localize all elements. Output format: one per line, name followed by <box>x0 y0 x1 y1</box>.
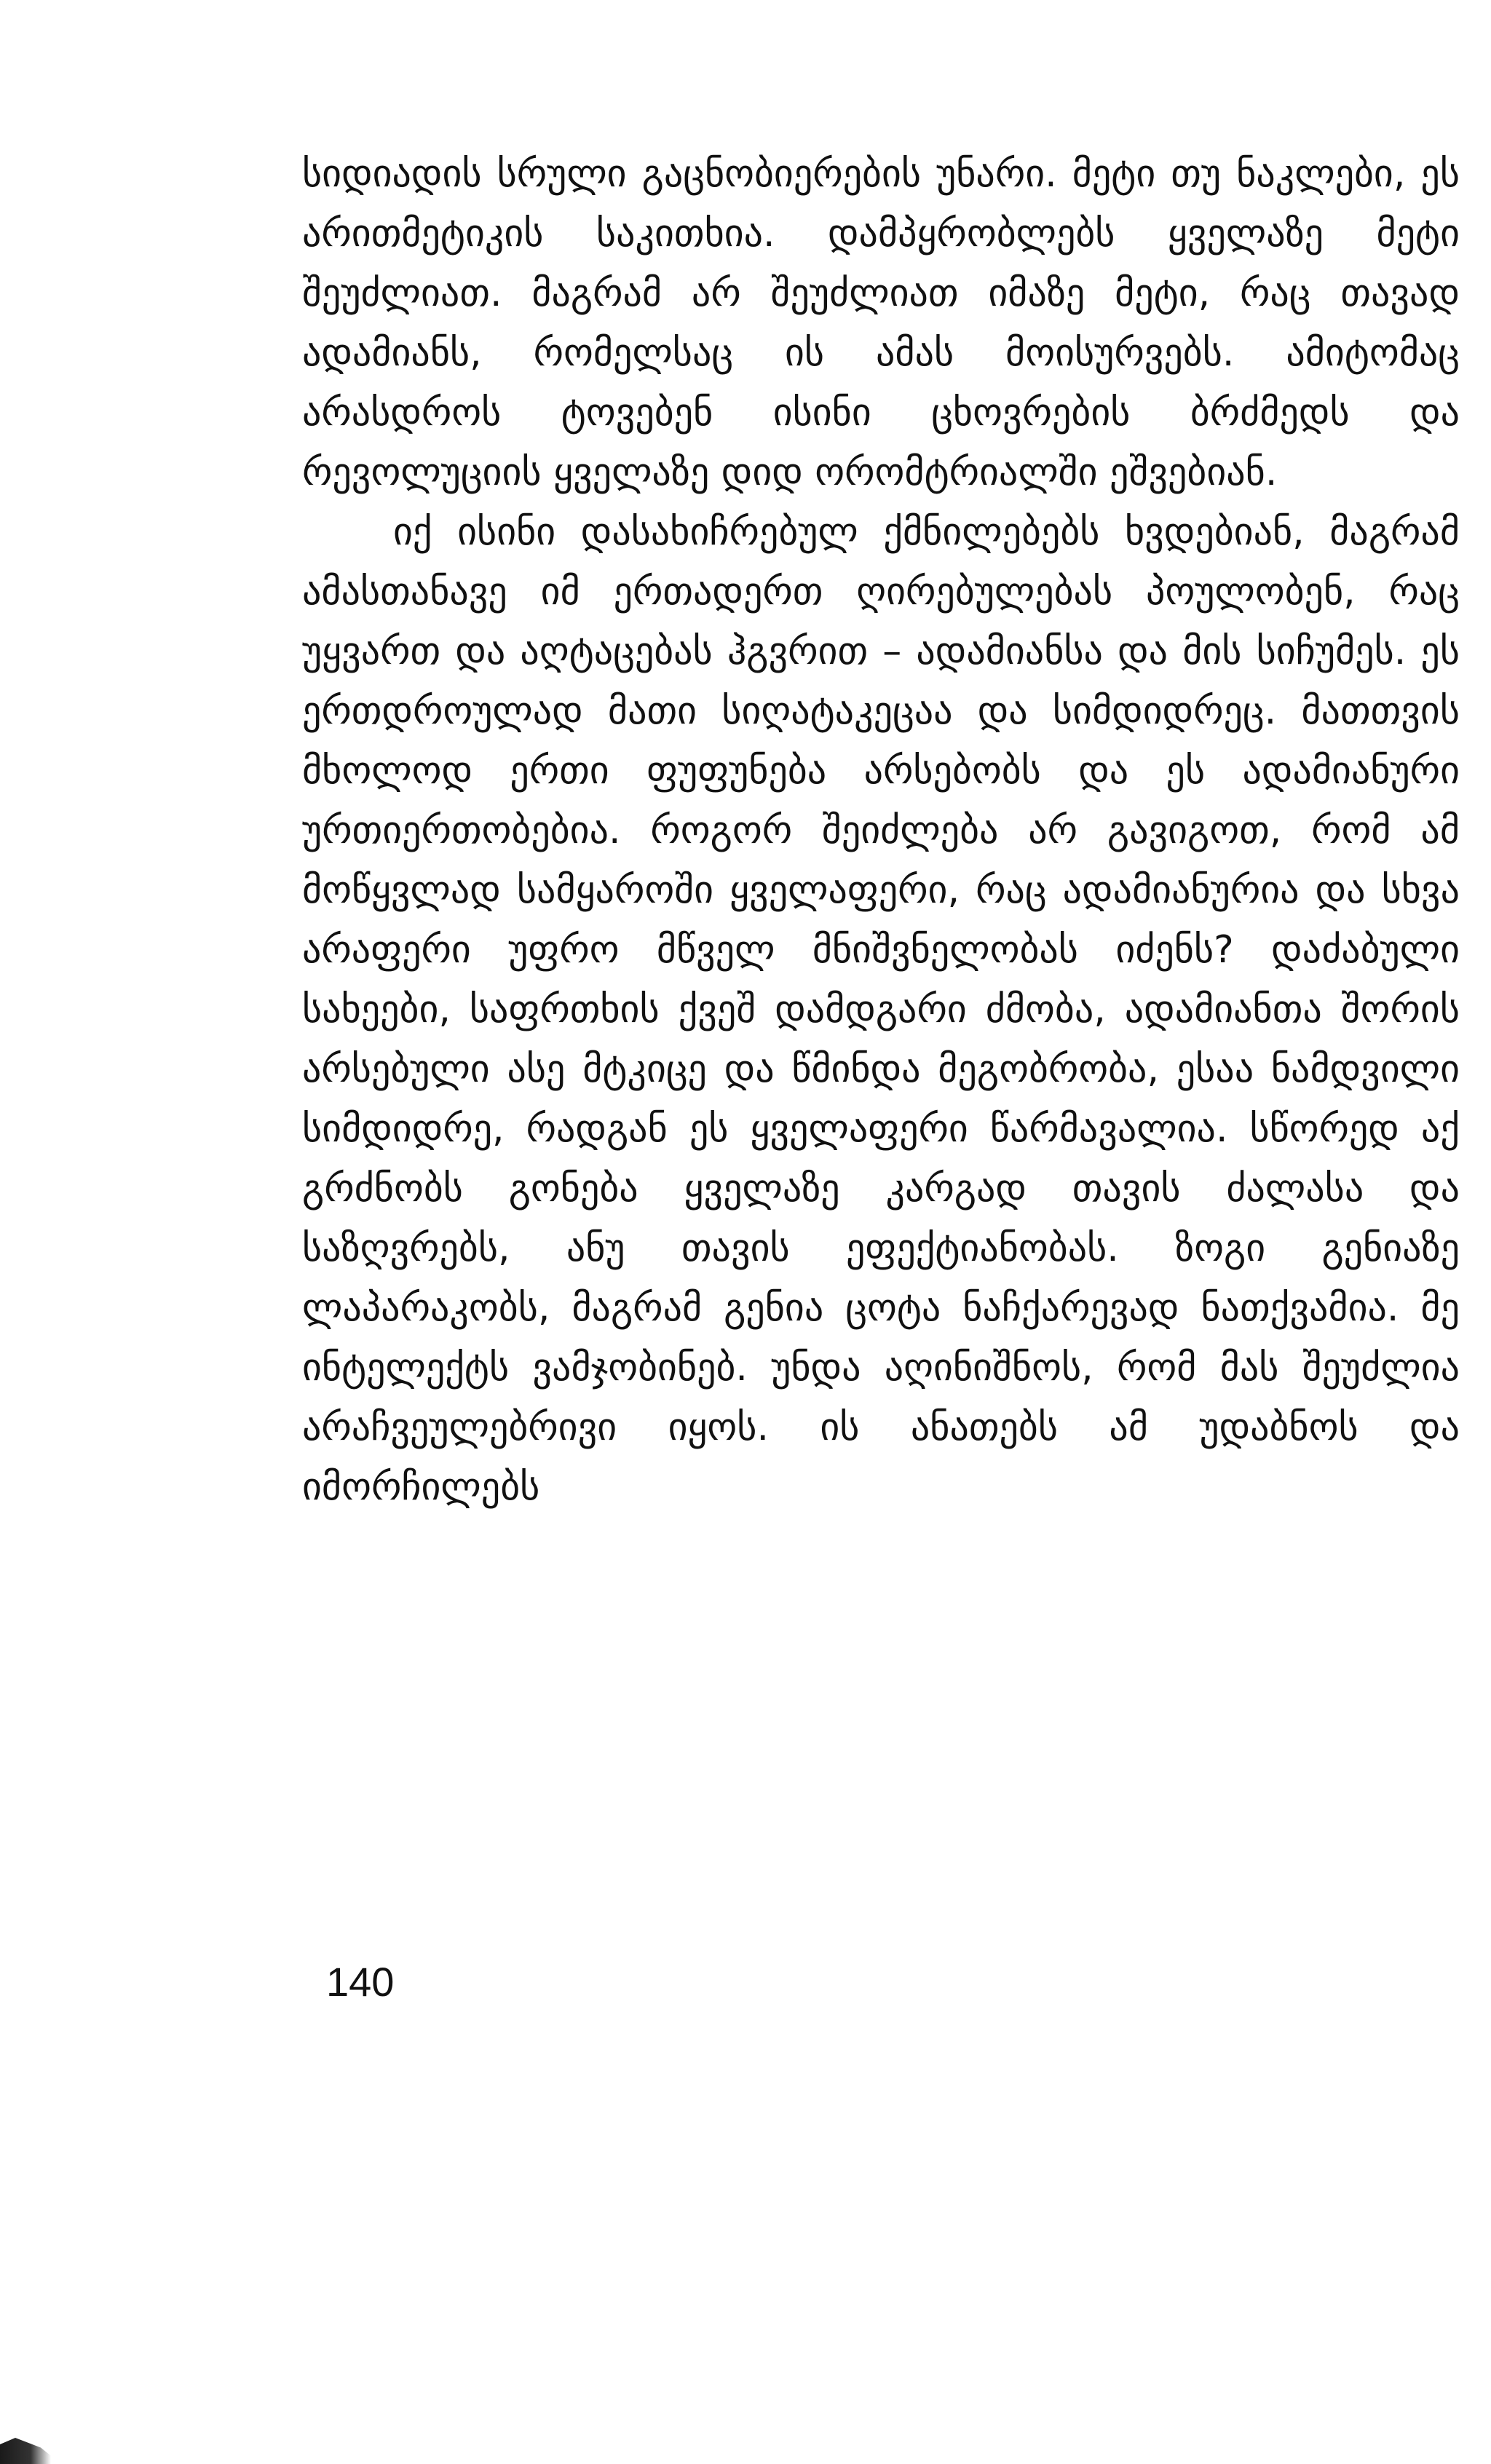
paragraph-1: სიდიადის სრული გაცნობიერების უნარი. მეტი თუ ნაკლები, ეს არითმეტიკის საკითხია. დამპყრობლებს ყველაზე მეტი შეუძლიათ. მაგრამ არ შეუძლიათ იმაზე მეტი, რაც თავად ადამიანს, რომელსაც ის ამას მოისურვებს. ამიტომაც არასდროს ტოვებენ ისინი ცხოვრების ბრძმედს და რევოლუციის ყველაზე დიდ ორომტრიალში ეშვებიან. <box>302 152 1460 494</box>
paragraph-2: იქ ისინი დასახიჩრებულ ქმნილებებს ხვდებიან, მაგრამ ამასთანავე იმ ერთადერთ ღირებულებას პოულობენ, რაც უყვართ და აღტაცებას ჰგვრით – ადამიანსა და მის სიჩუმეს. ეს ერთდროულად მათი სიღატაკეცაა და სიმდიდრეც. მათთვის მხოლოდ ერთი ფუფუნება არსებობს და ეს ადამიანური ურთიერთობებია. როგორ შეიძლება არ გავიგოთ, რომ ამ მოწყვლად სამყაროში ყველაფერი, რაც ადამიანურია და სხვა არაფერი უფრო მწველ მნიშვნელობას იძენს? დაძაბული სახეები, საფრთხის ქვეშ დამდგარი ძმობა, ადამიანთა შორის არსებული ასე მტკიცე და წმინდა მეგობრობა, ესაა ნამდვილი სიმდიდრე, რადგან ეს ყველაფერი წარმავალია. სწორედ აქ გრძნობს გონება ყველაზე კარგად თავის ძალასა და საზღვრებს, ანუ თავის ეფექტიანობას. ზოგი გენიაზე ლაპარაკობს, მაგრამ გენია ცოტა ნაჩქარევად ნათქვამია. მე ინტელექტს ვამჯობინებ. უნდა აღინიშნოს, რომ მას შეუძლია არაჩვეულებრივი იყოს. ის ანათებს ამ უდაბნოს და იმორჩილებს <box>302 510 1460 1509</box>
body-text <box>302 144 1460 1517</box>
scan-edge-mark <box>0 2431 51 2464</box>
page-number: 140 <box>326 1959 395 2005</box>
